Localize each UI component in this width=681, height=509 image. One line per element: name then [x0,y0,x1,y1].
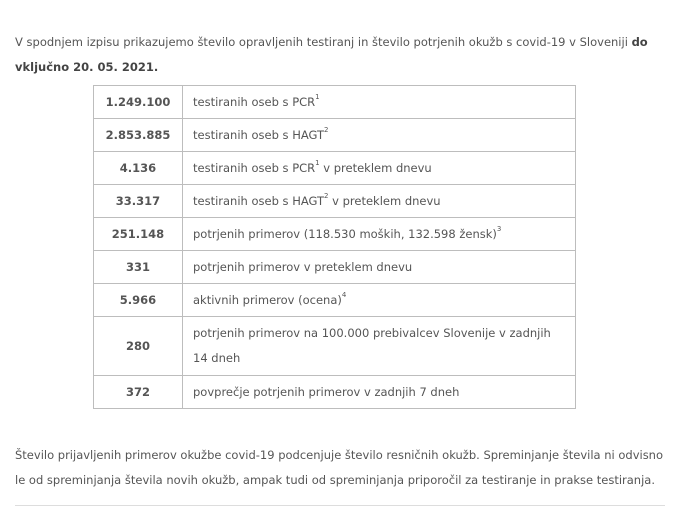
row-value: 4.136 [94,152,183,185]
row-value: 33.317 [94,185,183,218]
table-row [94,185,576,218]
table-row [94,317,576,376]
row-value: 331 [94,251,183,284]
table-row [94,376,576,409]
row-description: potrjenih primerov v preteklem dnevu [183,251,576,284]
intro-text: V spodnjem izpisu prikazujemo število opravljenih testiranj in število potrjenih okužb s covid-19 v Sloveniji [15,35,632,49]
footnote-ref[interactable]: 4 [341,291,347,299]
table-row [94,251,576,284]
row-description: testiranih oseb s PCR$^1$ [183,86,576,119]
row-description: potrjenih primerov (118.530 moških, 132.598 žensk)$^3$ [183,218,576,251]
footnote-ref[interactable]: 2 [324,126,329,134]
footnote-ref[interactable]: 1 [315,93,320,101]
row-description: povprečje potrjenih primerov v zadnjih 7 dneh [183,376,576,409]
table-row [94,284,576,317]
intro-paragraph [15,30,665,80]
row-description: testiranih oseb s HAGT$^2$ [183,119,576,152]
row-value: 5.966 [94,284,183,317]
table-row [94,218,576,251]
footnote-ref[interactable]: 3 [496,225,502,233]
intro-date: do vključno 20. 05. 2021. [15,35,648,74]
row-value: 280 [94,317,183,376]
row-description: potrjenih primerov na 100.000 prebivalcev Slovenije v zadnjih 14 dneh [183,317,576,376]
footnote-ref[interactable]: 2 [324,192,329,200]
row-value: 251.148 [94,218,183,251]
row-value: 2.853.885 [94,119,183,152]
row-description: testiranih oseb s PCR$^1$ v preteklem dnevu [183,152,576,185]
row-description: testiranih oseb s HAGT$^2$ v preteklem dnevu [183,185,576,218]
table-row [94,152,576,185]
footnote-paragraph: Število prijavljenih primerov okužbe covid-19 podcenjuje število resničnih okužb. Spreminjanje števila ni odvisno le od spreminjanja števila novih okužb, ampak tudi od spreminjanja priporočil za testiranje in prakse testiranja. [15,448,664,487]
divider [15,505,665,506]
row-value: 372 [94,376,183,409]
table-row [94,119,576,152]
footnote-ref[interactable]: 1 [315,159,320,167]
statistics-table [93,85,576,409]
table-row [94,86,576,119]
row-description: aktivnih primerov (ocena)$^4$ [183,284,576,317]
row-value: 1.249.100 [94,86,183,119]
